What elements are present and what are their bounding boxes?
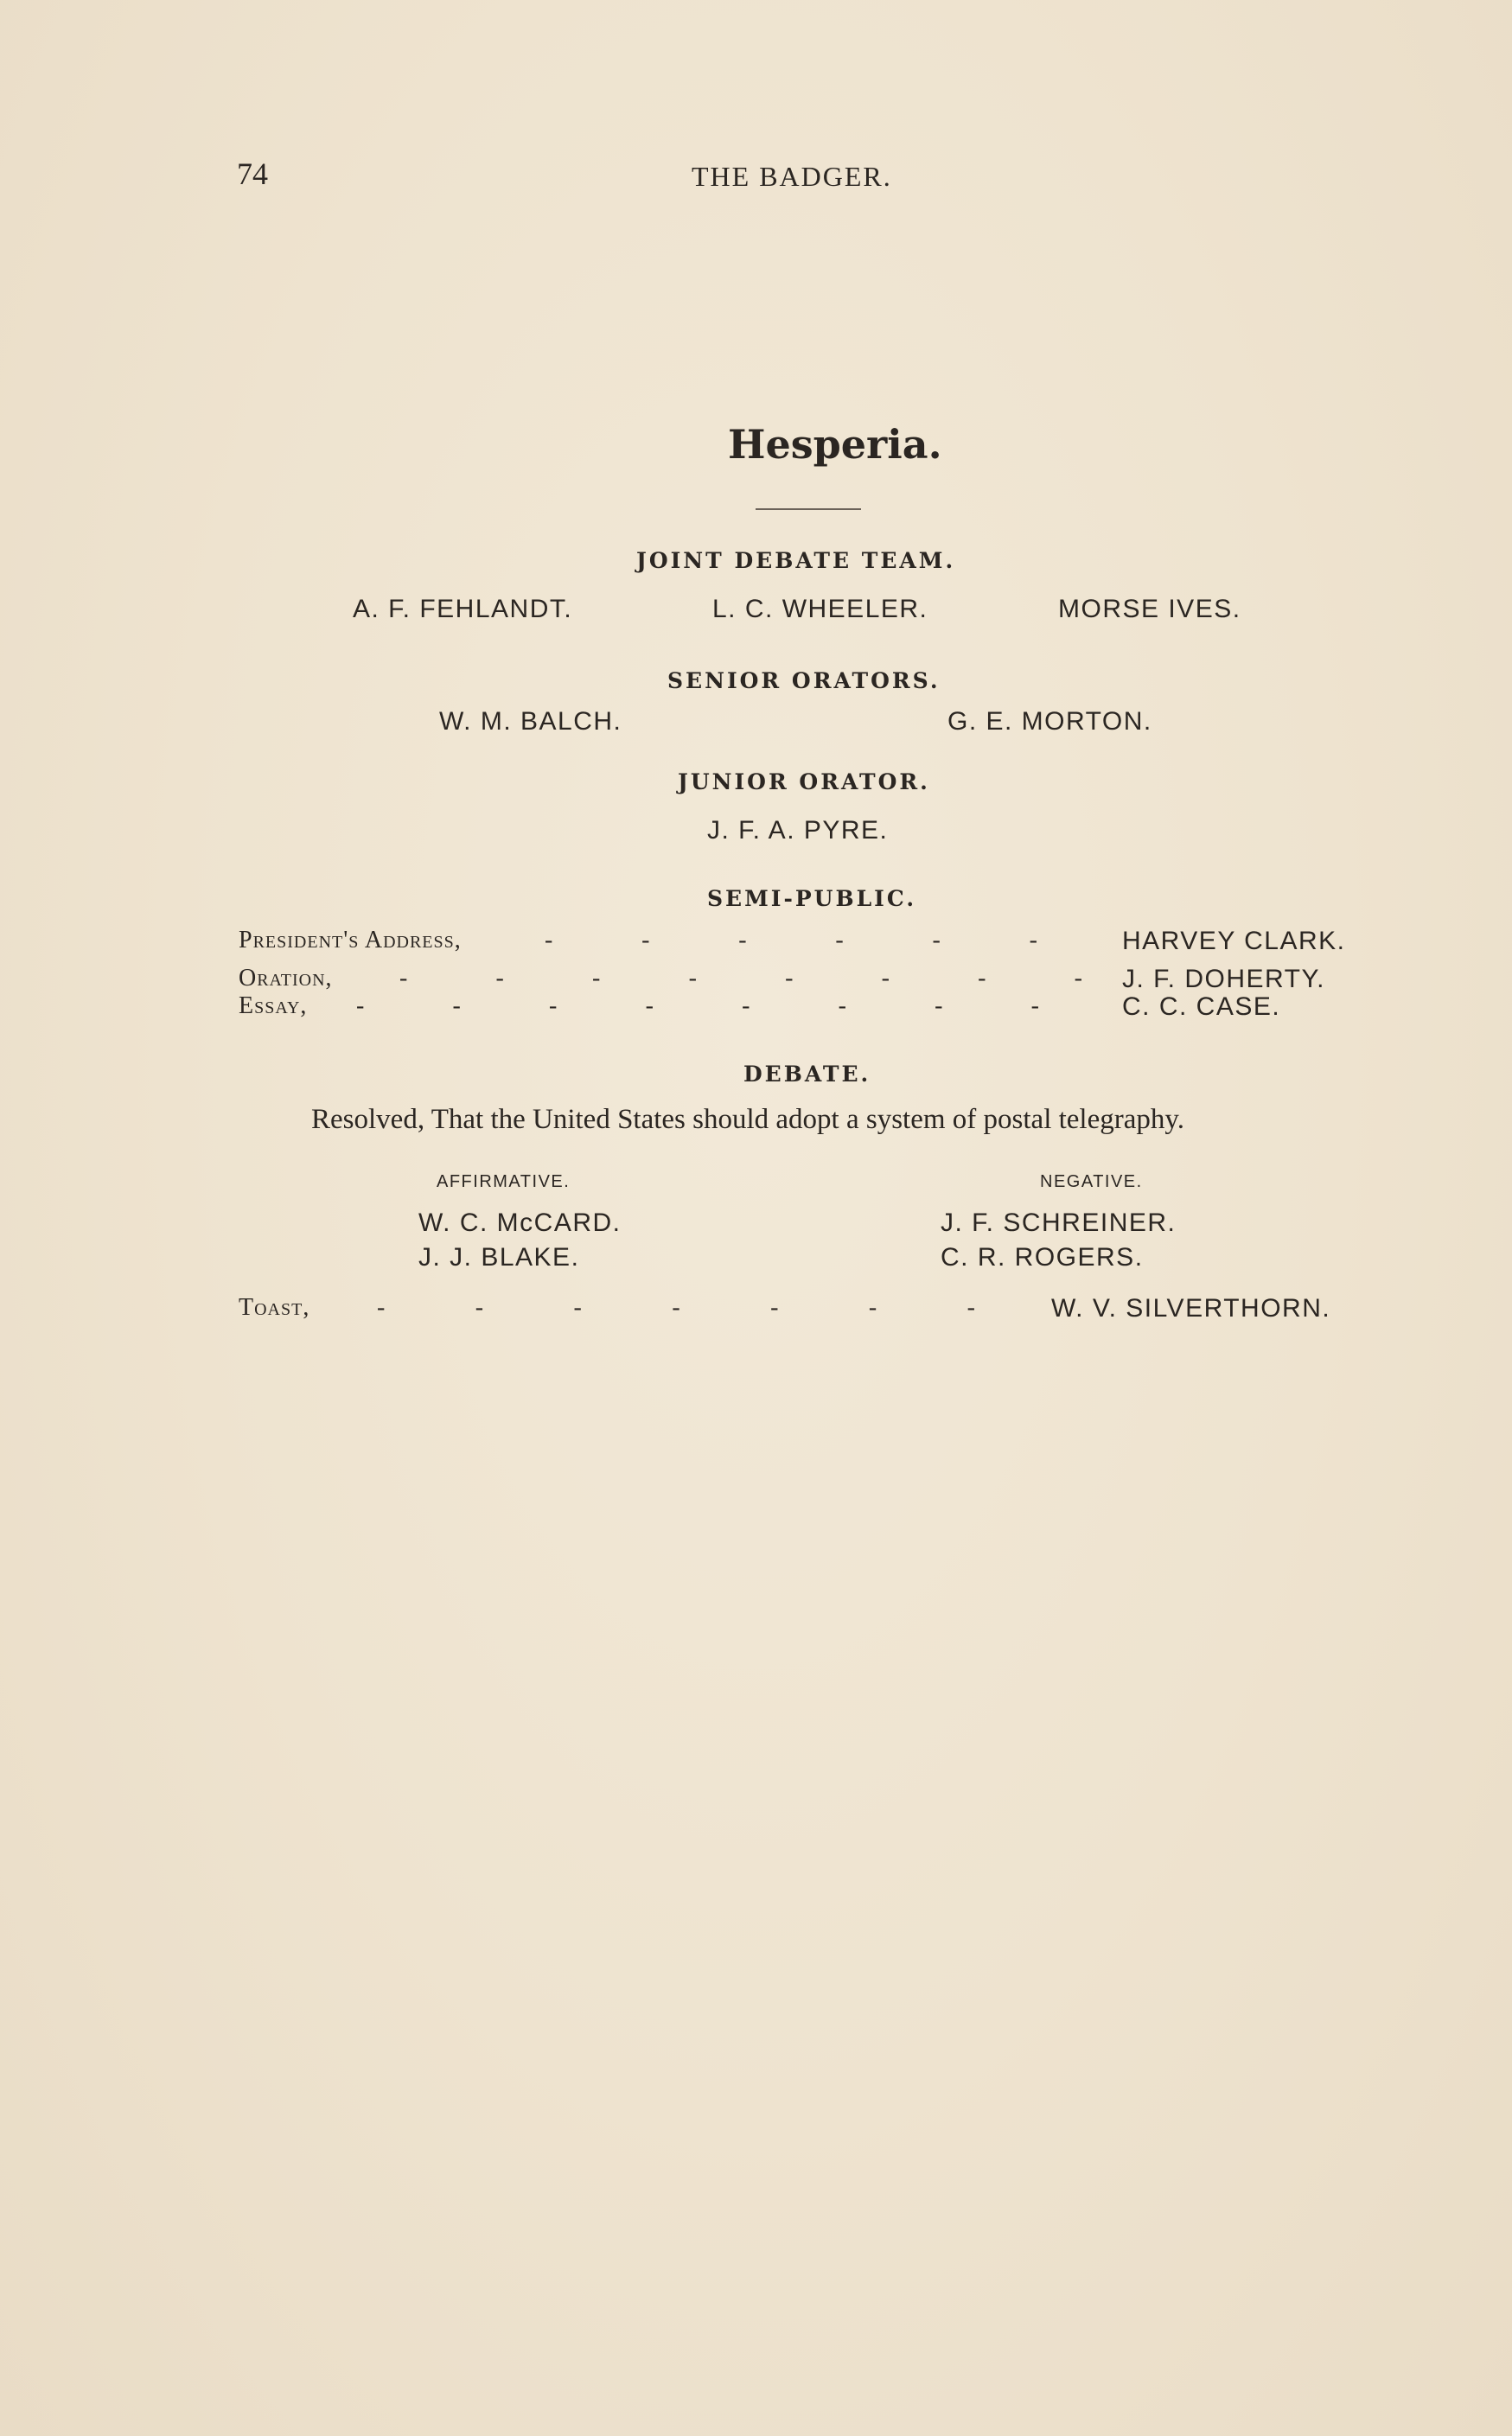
toast-label: Toast, [239, 1294, 310, 1321]
affirmative-member: J. J. BLAKE. [418, 1243, 580, 1272]
dot-leader: - - - - - - - - [399, 965, 1082, 992]
semi-public-name: C. C. CASE. [1122, 992, 1281, 1021]
dot-leader: - - - - - - - [377, 1294, 975, 1321]
debate-resolution: Resolved, That the United States should adopt a system of postal telegraphy. [311, 1104, 1184, 1135]
senior-orator: G. E. MORTON. [947, 707, 1152, 736]
semi-public-label: Oration, [239, 965, 333, 992]
joint-debate-heading: JOINT DEBATE TEAM. [636, 548, 956, 573]
semi-public-name: J. F. DOHERTY. [1122, 965, 1325, 993]
page-title: Hesperia. [728, 421, 942, 468]
joint-debate-member: A. F. FEHLANDT. [353, 595, 573, 623]
senior-orator: W. M. BALCH. [439, 707, 622, 736]
dot-leader: - - - - - - - - [356, 992, 1039, 1019]
affirmative-member: W. C. McCARD. [418, 1208, 622, 1237]
page-number: 74 [237, 156, 268, 191]
dot-leader: - - - - - - [545, 927, 1037, 953]
junior-orator-heading: JUNIOR ORATOR. [678, 769, 930, 794]
running-title: THE BADGER. [692, 161, 892, 192]
negative-member: C. R. ROGERS. [941, 1243, 1144, 1272]
semi-public-heading: SEMI-PUBLIC. [707, 886, 917, 911]
semi-public-name: HARVEY CLARK. [1122, 927, 1346, 955]
negative-member: J. F. SCHREINER. [941, 1208, 1177, 1237]
toast-name: W. V. SILVERTHORN. [1051, 1294, 1331, 1323]
title-rule [756, 508, 861, 510]
joint-debate-member: L. C. WHEELER. [712, 595, 928, 623]
affirmative-label: AFFIRMATIVE. [437, 1172, 571, 1191]
joint-debate-member: MORSE IVES. [1058, 595, 1241, 623]
negative-label: NEGATIVE. [1040, 1172, 1143, 1191]
junior-orator: J. F. A. PYRE. [707, 816, 889, 845]
semi-public-label: President's Address, [239, 927, 462, 953]
debate-heading: DEBATE. [743, 1062, 871, 1087]
semi-public-label: Essay, [239, 992, 308, 1019]
senior-orators-heading: SENIOR ORATORS. [667, 668, 941, 693]
